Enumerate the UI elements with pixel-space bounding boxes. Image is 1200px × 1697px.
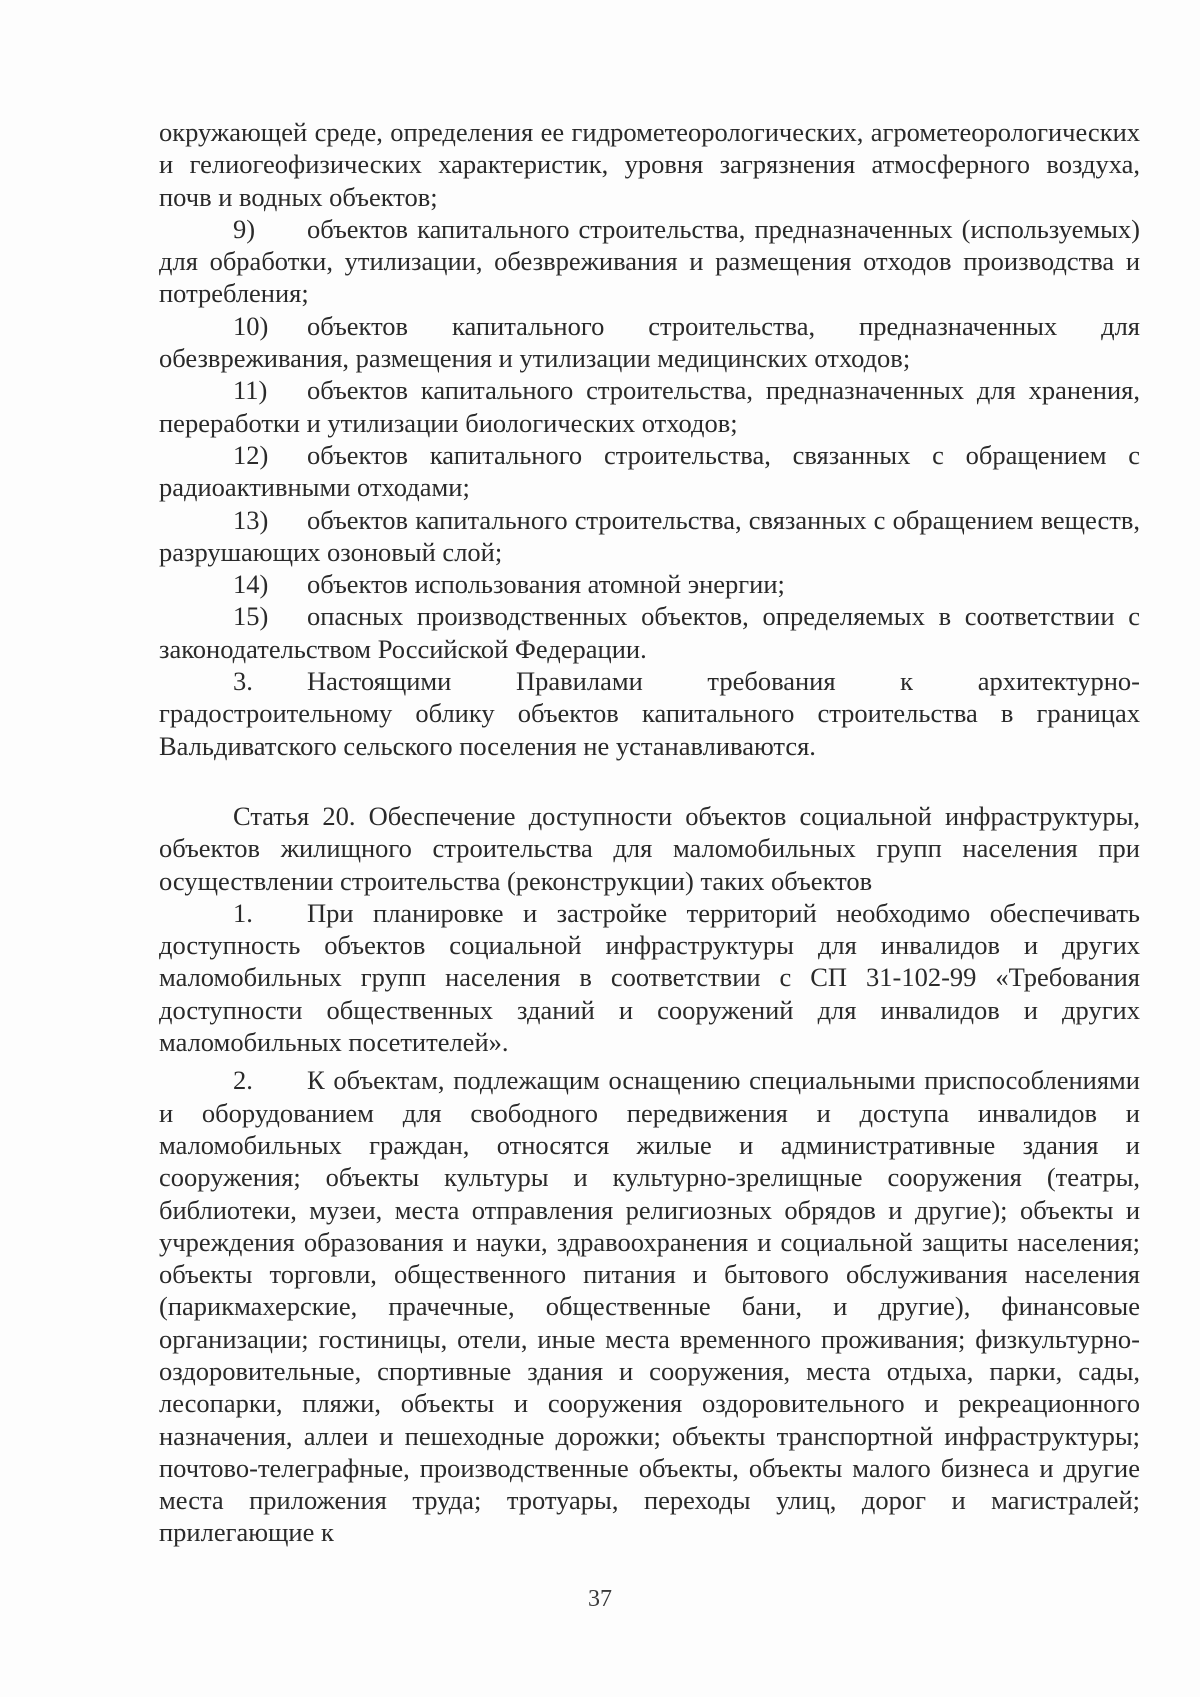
list-item-number: 9) bbox=[233, 213, 256, 244]
list-item-text: опасных производственных объектов, определяемых в соответствии с законодательством Российской Федерации. bbox=[159, 601, 1140, 664]
clause-number: 3. bbox=[233, 666, 253, 697]
list-item-11 bbox=[159, 374, 1140, 439]
list-item-number: 11) bbox=[233, 375, 268, 406]
list-item-9 bbox=[159, 213, 1140, 310]
list-item-number: 12) bbox=[233, 439, 269, 470]
list-item-text: объектов капитального строительства, предназначенных для хранения, переработки и утилизации биологических отходов; bbox=[159, 375, 1140, 438]
clause-text: К объектам, подлежащим оснащению специальными приспособлениями и оборудованием для свободного передвижения и доступа инвалидов и маломобильных граждан, относятся жилые и административные здания и сооружения; объекты культуры и культурно-зрелищные сооружения (театры, библиотеки, музеи, места отправления религиозных обрядов и другие); объекты и учреждения образования и науки, здравоохранения и социальной защиты населения; объекты торговли, общественного питания и бытового обслуживания населения (парикмахерские, прачечные, общественные бани, и другие), финансовые организации; гостиницы, отели, иные места временного проживания; физкультурно-оздоровительные, спортивные здания и сооружения, места отдыха, парки, сады, лесопарки, пляжи, объекты и сооружения оздоровительного и рекреационного назначения, аллеи и пешеходные дорожки; объекты транспортной инфраструктуры; почтово-телеграфные, производственные объекты, объекты малого бизнеса и другие места приложения труда; тротуары, переходы улиц, дорог и магистралей; прилегающие к bbox=[159, 1065, 1140, 1548]
article-heading: Статья 20. Обеспечение доступности объектов социальной инфраструктуры, объектов жилищного строительства для маломобильных групп населения при осуществлении строительства (реконструкции) таких объектов bbox=[159, 800, 1140, 896]
clause-text: Настоящими Правилами требования к архитектурно-градостроительному облику объектов капитального строительства в границах Вальдиватского сельского поселения не устанавливаются. bbox=[159, 666, 1140, 761]
list-item-text: объектов капитального строительства, предназначенных для обезвреживания, размещения и утилизации медицинских отходов; bbox=[159, 310, 1140, 374]
list-item-12 bbox=[159, 439, 1140, 504]
clause-text: При планировке и застройке территорий необходимо обеспечивать доступность объектов социальной инфраструктуры для инвалидов и других маломобильных групп населения в соответствии с СП 31-102-99 «Требования доступности общественных зданий и сооружений для инвалидов и других маломобильных посетителей». bbox=[159, 897, 1140, 1058]
clause-number: 1. bbox=[233, 897, 253, 928]
article-clause-1 bbox=[159, 897, 1140, 1058]
list-item-14 bbox=[159, 568, 1140, 600]
clause-number: 2. bbox=[233, 1065, 253, 1096]
page-number: 37 bbox=[588, 1586, 612, 1612]
list-item-number: 15) bbox=[233, 601, 269, 632]
list-item-text: объектов использования атомной энергии; bbox=[307, 569, 785, 600]
article-clause-2 bbox=[159, 1064, 1140, 1548]
list-item-number: 10) bbox=[233, 310, 269, 341]
list-item-10 bbox=[159, 310, 1140, 375]
list-item-text: объектов капитального строительства, предназначенных (используемых) для обработки, утилизации, обезвреживания и размещения отходов производства и потребления; bbox=[159, 213, 1140, 309]
list-item-13 bbox=[159, 504, 1140, 569]
document-body bbox=[159, 116, 1140, 1549]
list-item-number: 13) bbox=[233, 504, 269, 535]
list-item-text: объектов капитального строительства, связанных с обращением с радиоактивными отходами; bbox=[159, 439, 1140, 503]
clause-3 bbox=[159, 665, 1140, 762]
continuation-paragraph: окружающей среде, определения ее гидрометеорологических, агрометеорологических и гелиогеофизических характеристик, уровня загрязнения атмосферного воздуха, почв и водных объектов; bbox=[159, 117, 1140, 212]
list-item-number: 14) bbox=[233, 569, 269, 600]
list-item-text: объектов капитального строительства, связанных с обращением веществ, разрушающих озоновый слой; bbox=[159, 504, 1140, 567]
list-item-15 bbox=[159, 600, 1140, 665]
